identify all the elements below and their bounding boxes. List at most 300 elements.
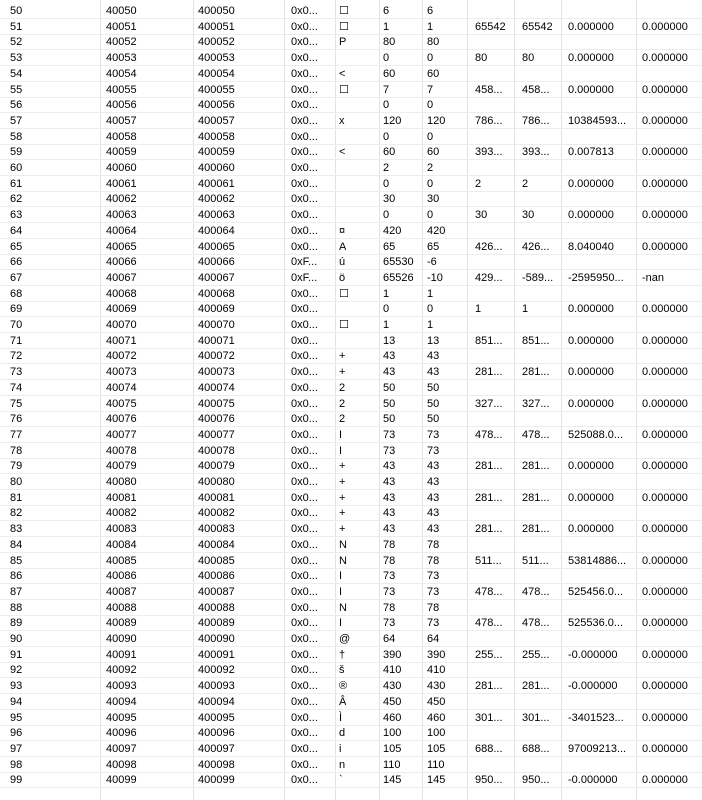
cell-s32: 281... xyxy=(522,491,550,504)
cell-hex: 0x0... xyxy=(291,460,318,473)
table-row[interactable] xyxy=(0,176,702,192)
cell-signed: 410 xyxy=(427,664,446,677)
cell-address: 40080 xyxy=(106,476,137,488)
cell-signed: 0 xyxy=(427,52,434,65)
table-row[interactable] xyxy=(0,396,702,412)
cell-float: 0.000000 xyxy=(568,177,614,190)
cell-float: -0.000000 xyxy=(568,774,618,787)
cell-char: + xyxy=(339,366,346,379)
cell-u32: 281... xyxy=(475,680,503,693)
cell-unsigned: 73 xyxy=(383,444,396,457)
cell-addr_full: 400096 xyxy=(198,727,235,740)
cell-address: 40068 xyxy=(106,287,137,300)
cell-row: 88 xyxy=(10,601,23,614)
table-row[interactable] xyxy=(0,647,702,663)
table-row[interactable] xyxy=(0,521,702,537)
table-row[interactable] xyxy=(0,34,702,50)
table-row[interactable] xyxy=(0,191,702,207)
cell-signed: 50 xyxy=(427,397,440,410)
table-row[interactable] xyxy=(0,286,702,302)
cell-signed: 80 xyxy=(427,36,440,49)
cell-row: 58 xyxy=(10,130,23,143)
cell-char: 2 xyxy=(339,381,346,394)
table-row[interactable] xyxy=(0,144,702,160)
cell-s32: 786... xyxy=(522,114,550,127)
table-row[interactable] xyxy=(0,411,702,427)
cell-row: 68 xyxy=(10,287,23,300)
cell-float: 0.000000 xyxy=(568,491,614,504)
table-row[interactable] xyxy=(0,757,702,773)
cell-row: 91 xyxy=(10,648,23,661)
cell-row: 75 xyxy=(10,397,23,410)
table-row[interactable] xyxy=(0,333,702,349)
cell-hex: 0x0... xyxy=(291,476,318,488)
cell-hex: 0x0... xyxy=(291,177,318,190)
cell-hex: 0x0... xyxy=(291,287,318,300)
cell-addr_full: 400099 xyxy=(198,774,235,787)
cell-hex: 0x0... xyxy=(291,240,318,253)
cell-address: 40054 xyxy=(106,67,137,80)
cell-char: ú xyxy=(339,256,346,269)
cell-hex: 0x0... xyxy=(291,538,318,551)
cell-address: 40084 xyxy=(106,538,137,551)
cell-signed: 0 xyxy=(427,209,434,222)
cell-float: -0.000000 xyxy=(568,680,618,693)
cell-u32: 255... xyxy=(475,648,503,661)
table-row[interactable] xyxy=(0,443,702,459)
cell-address: 40077 xyxy=(106,428,137,441)
cell-unsigned: 80 xyxy=(383,36,396,49)
cell-row: 96 xyxy=(10,727,23,740)
cell-row: 53 xyxy=(10,52,23,65)
cell-address: 40059 xyxy=(106,146,137,159)
cell-row: 55 xyxy=(10,83,23,96)
cell-hex: 0x0... xyxy=(291,774,318,787)
cell-s32: 511... xyxy=(522,554,549,567)
cell-float: 0.000000 xyxy=(568,20,614,33)
table-row[interactable] xyxy=(0,301,702,317)
cell-unsigned: 0 xyxy=(383,52,390,65)
cell-hex: 0x0... xyxy=(291,83,318,96)
table-row[interactable] xyxy=(0,631,702,647)
table-row[interactable] xyxy=(0,772,702,788)
cell-double: 0.000000 xyxy=(642,397,688,410)
table-row[interactable] xyxy=(0,223,702,239)
cell-signed: 43 xyxy=(427,350,440,363)
cell-addr_full: 400094 xyxy=(198,695,235,708)
cell-char: + xyxy=(339,523,346,536)
cell-s32: 950... xyxy=(522,774,550,787)
cell-float: 0.000000 xyxy=(568,209,614,222)
cell-signed: 64 xyxy=(427,633,440,645)
cell-address: 40065 xyxy=(106,240,137,253)
cell-unsigned: 43 xyxy=(383,491,396,504)
cell-signed: 1 xyxy=(427,319,434,331)
cell-unsigned: 65 xyxy=(383,240,396,253)
cell-float: 525536.0... xyxy=(568,617,624,630)
cell-u32: 281... xyxy=(475,460,503,473)
cell-row: 79 xyxy=(10,460,23,473)
cell-addr_full: 400080 xyxy=(198,476,235,488)
cell-float: -2595950... xyxy=(568,271,624,284)
cell-u32: 65542 xyxy=(475,20,506,33)
table-row[interactable] xyxy=(0,364,702,380)
cell-signed: -10 xyxy=(427,271,443,284)
cell-addr_full: 400069 xyxy=(198,303,235,316)
cell-address: 40096 xyxy=(106,727,137,740)
cell-addr_full: 400054 xyxy=(198,67,235,80)
cell-u32: 511... xyxy=(475,554,502,567)
cell-char: ¤ xyxy=(339,224,346,237)
cell-row: 85 xyxy=(10,554,23,567)
cell-hex: 0x0... xyxy=(291,413,318,426)
cell-row: 60 xyxy=(10,162,23,174)
cell-address: 40070 xyxy=(106,319,137,331)
cell-hex: 0x0... xyxy=(291,695,318,708)
cell-row: 87 xyxy=(10,585,23,598)
cell-unsigned: 120 xyxy=(383,114,402,127)
cell-u32: 458... xyxy=(475,83,503,96)
table-row[interactable] xyxy=(0,568,702,584)
cell-char: + xyxy=(339,460,346,473)
cell-hex: 0x0... xyxy=(291,303,318,316)
table-row[interactable] xyxy=(0,615,702,631)
cell-row: 70 xyxy=(10,319,23,331)
cell-hex: 0x0... xyxy=(291,5,318,17)
cell-s32: 255... xyxy=(522,648,550,661)
cell-signed: 100 xyxy=(427,727,446,740)
cell-signed: 60 xyxy=(427,67,440,80)
cell-signed: 110 xyxy=(427,758,445,771)
cell-unsigned: 43 xyxy=(383,460,396,473)
table-row[interactable] xyxy=(0,380,702,396)
cell-address: 40069 xyxy=(106,303,137,316)
cell-char: I xyxy=(339,585,343,598)
cell-signed: 78 xyxy=(427,554,440,567)
table-row[interactable] xyxy=(0,427,702,443)
cell-u32: 2 xyxy=(475,177,482,190)
table-row[interactable] xyxy=(0,66,702,82)
cell-row: 82 xyxy=(10,507,23,520)
cell-char: 2 xyxy=(339,413,346,426)
table-row[interactable] xyxy=(0,725,702,741)
cell-s32: 393... xyxy=(522,146,550,159)
cell-address: 40061 xyxy=(106,177,137,190)
cell-double: 0.000000 xyxy=(642,209,688,222)
cell-address: 40055 xyxy=(106,83,137,96)
cell-address: 40067 xyxy=(106,271,137,284)
cell-signed: 6 xyxy=(427,5,434,17)
table-row[interactable] xyxy=(0,207,702,223)
cell-signed: 0 xyxy=(427,177,434,190)
cell-addr_full: 400076 xyxy=(198,413,235,426)
cell-row: 94 xyxy=(10,695,23,708)
cell-row: 74 xyxy=(10,381,23,394)
cell-row: 50 xyxy=(10,5,23,17)
cell-char: N xyxy=(339,601,347,614)
cell-hex: 0x0... xyxy=(291,146,318,159)
cell-signed: 120 xyxy=(427,114,446,127)
cell-row: 62 xyxy=(10,193,23,206)
cell-addr_full: 400092 xyxy=(198,664,235,677)
cell-addr_full: 400077 xyxy=(198,428,235,441)
cell-unsigned: 13 xyxy=(383,334,396,347)
cell-hex: 0x0... xyxy=(291,727,318,740)
cell-hex: 0x0... xyxy=(291,397,318,410)
cell-unsigned: 78 xyxy=(383,601,396,614)
cell-addr_full: 400075 xyxy=(198,397,235,410)
table-row[interactable] xyxy=(0,19,702,35)
cell-unsigned: 1 xyxy=(383,287,390,300)
cell-unsigned: 64 xyxy=(383,633,396,645)
cell-u32: 786... xyxy=(475,114,503,127)
cell-float: 8.040040 xyxy=(568,240,614,253)
cell-char: ☐ xyxy=(339,319,349,331)
cell-unsigned: 105 xyxy=(383,742,402,755)
cell-address: 40086 xyxy=(106,570,137,583)
cell-signed: 13 xyxy=(427,334,440,347)
cell-row: 86 xyxy=(10,570,23,583)
table-row[interactable] xyxy=(0,505,702,521)
cell-address: 40071 xyxy=(106,334,137,347)
cell-signed: 73 xyxy=(427,585,440,598)
table-row[interactable] xyxy=(0,474,702,490)
cell-row: 56 xyxy=(10,99,23,112)
table-row[interactable] xyxy=(0,600,702,616)
cell-u32: 478... xyxy=(475,617,503,630)
cell-signed: 65 xyxy=(427,240,440,253)
cell-addr_full: 400061 xyxy=(198,177,235,190)
cell-s32: 327... xyxy=(522,397,550,410)
table-row[interactable] xyxy=(0,662,702,678)
cell-char: ö xyxy=(339,271,346,284)
cell-char: ☐ xyxy=(339,20,349,33)
cell-signed: 0 xyxy=(427,303,434,316)
cell-row: 80 xyxy=(10,476,23,488)
cell-u32: 301... xyxy=(475,711,503,724)
cell-unsigned: 0 xyxy=(383,303,390,316)
cell-addr_full: 400050 xyxy=(198,5,235,17)
table-row[interactable] xyxy=(0,553,702,569)
cell-row: 97 xyxy=(10,742,23,755)
cell-row: 77 xyxy=(10,428,23,441)
cell-address: 40056 xyxy=(106,99,137,112)
cell-u32: 80 xyxy=(475,52,488,65)
cell-unsigned: 43 xyxy=(383,366,396,379)
table-row[interactable] xyxy=(0,490,702,506)
cell-row: 61 xyxy=(10,177,23,190)
cell-float: 53814886... xyxy=(568,554,627,567)
cell-row: 84 xyxy=(10,538,23,551)
cell-address: 40076 xyxy=(106,413,137,426)
cell-hex: 0x0... xyxy=(291,334,318,347)
cell-unsigned: 420 xyxy=(383,224,402,237)
cell-address: 40066 xyxy=(106,256,137,269)
table-row[interactable] xyxy=(0,3,702,19)
cell-row: 90 xyxy=(10,633,23,645)
cell-char: N xyxy=(339,554,347,567)
cell-hex: 0x0... xyxy=(291,680,318,693)
cell-hex: 0x0... xyxy=(291,648,318,661)
cell-double: 0.000000 xyxy=(642,334,688,347)
cell-address: 40094 xyxy=(106,695,137,708)
table-row[interactable] xyxy=(0,710,702,726)
cell-double: 0.000000 xyxy=(642,491,688,504)
cell-hex: 0x0... xyxy=(291,617,318,630)
cell-signed: 0 xyxy=(427,130,434,143)
cell-signed: 430 xyxy=(427,680,446,693)
cell-signed: 30 xyxy=(427,193,440,206)
cell-double: 0.000000 xyxy=(642,177,688,190)
cell-addr_full: 400093 xyxy=(198,680,235,693)
cell-float: 0.000000 xyxy=(568,303,614,316)
cell-double: 0.000000 xyxy=(642,146,688,159)
cell-char: I xyxy=(339,428,343,441)
cell-u32: 478... xyxy=(475,585,503,598)
table-row[interactable] xyxy=(0,97,702,113)
cell-s32: 281... xyxy=(522,460,550,473)
cell-char: i xyxy=(339,742,342,755)
cell-hex: 0x0... xyxy=(291,20,318,33)
cell-char: š xyxy=(339,664,345,677)
cell-addr_full: 400089 xyxy=(198,617,235,630)
cell-signed: 78 xyxy=(427,538,440,551)
table-row[interactable] xyxy=(0,317,702,333)
cell-addr_full: 400059 xyxy=(198,146,235,159)
table-row[interactable] xyxy=(0,160,702,176)
table-row[interactable] xyxy=(0,458,702,474)
cell-addr_full: 400053 xyxy=(198,52,235,65)
cell-signed: 43 xyxy=(427,491,440,504)
cell-hex: 0xF... xyxy=(291,271,318,284)
cell-address: 40083 xyxy=(106,523,137,536)
cell-char: n xyxy=(339,758,346,771)
cell-double: 0.000000 xyxy=(642,303,688,316)
cell-unsigned: 145 xyxy=(383,774,402,787)
cell-signed: 60 xyxy=(427,146,440,159)
table-row[interactable] xyxy=(0,584,702,600)
cell-unsigned: 43 xyxy=(383,476,396,488)
cell-hex: 0x0... xyxy=(291,99,318,112)
cell-unsigned: 65530 xyxy=(383,256,414,269)
cell-char: Ì xyxy=(339,711,343,724)
cell-addr_full: 400095 xyxy=(198,711,235,724)
cell-double: 0.000000 xyxy=(642,460,688,473)
cell-row: 95 xyxy=(10,711,23,724)
table-row[interactable] xyxy=(0,113,702,129)
cell-addr_full: 400067 xyxy=(198,271,235,284)
cell-float: -0.000000 xyxy=(568,648,618,661)
cell-addr_full: 400079 xyxy=(198,460,235,473)
cell-signed: 460 xyxy=(427,711,446,724)
cell-hex: 0x0... xyxy=(291,507,318,520)
cell-u32: 851... xyxy=(475,334,503,347)
cell-signed: 390 xyxy=(427,648,446,661)
table-row[interactable] xyxy=(0,270,702,286)
cell-signed: 2 xyxy=(427,162,434,174)
cell-double: 0.000000 xyxy=(642,52,688,65)
cell-address: 40062 xyxy=(106,193,137,206)
table-row[interactable] xyxy=(0,129,702,145)
cell-addr_full: 400071 xyxy=(198,334,235,347)
cell-u32: 281... xyxy=(475,523,503,536)
cell-signed: 43 xyxy=(427,523,440,536)
cell-addr_full: 400058 xyxy=(198,130,235,143)
cell-float: 0.000000 xyxy=(568,460,614,473)
cell-addr_full: 400083 xyxy=(198,523,235,536)
table-row[interactable] xyxy=(0,537,702,553)
cell-float: 0.000000 xyxy=(568,83,614,96)
cell-float: 0.000000 xyxy=(568,334,614,347)
cell-addr_full: 400082 xyxy=(198,507,235,520)
cell-s32: 478... xyxy=(522,617,550,630)
cell-row: 67 xyxy=(10,271,23,284)
cell-hex: 0x0... xyxy=(291,633,318,645)
table-row[interactable] xyxy=(0,82,702,98)
cell-unsigned: 460 xyxy=(383,711,402,724)
cell-addr_full: 400090 xyxy=(198,633,235,645)
cell-row: 54 xyxy=(10,67,23,80)
cell-hex: 0x0... xyxy=(291,319,318,331)
table-row[interactable] xyxy=(0,348,702,364)
cell-double: 0.000000 xyxy=(642,585,688,598)
cell-double: -nan xyxy=(642,271,665,284)
cell-hex: 0x0... xyxy=(291,523,318,536)
cell-float: 0.000000 xyxy=(568,366,614,379)
cell-addr_full: 400081 xyxy=(198,491,235,504)
cell-unsigned: 100 xyxy=(383,727,402,740)
cell-addr_full: 400060 xyxy=(198,162,235,174)
table-row[interactable] xyxy=(0,50,702,66)
table-row[interactable] xyxy=(0,694,702,710)
cell-row: 69 xyxy=(10,303,23,316)
cell-char: + xyxy=(339,507,346,520)
cell-double: 0.000000 xyxy=(642,240,688,253)
cell-address: 40091 xyxy=(106,648,137,661)
table-row[interactable] xyxy=(0,741,702,757)
cell-signed: 50 xyxy=(427,381,440,394)
cell-u32: 393... xyxy=(475,146,503,159)
cell-row: 78 xyxy=(10,444,23,457)
cell-u32: 429... xyxy=(475,271,503,284)
cell-char: ® xyxy=(339,680,348,693)
cell-unsigned: 78 xyxy=(383,554,396,567)
cell-addr_full: 400097 xyxy=(198,742,235,755)
cell-float: 0.000000 xyxy=(568,523,614,536)
table-row[interactable] xyxy=(0,678,702,694)
cell-signed: 1 xyxy=(427,287,434,300)
cell-double: 0.000000 xyxy=(642,366,688,379)
cell-double: 0.000000 xyxy=(642,680,688,693)
cell-signed: 43 xyxy=(427,476,440,488)
cell-row: 59 xyxy=(10,146,23,159)
cell-row: 52 xyxy=(10,36,23,49)
cell-addr_full: 400052 xyxy=(198,36,235,49)
cell-addr_full: 400098 xyxy=(198,758,235,771)
cell-unsigned: 60 xyxy=(383,67,396,80)
cell-addr_full: 400063 xyxy=(198,209,235,222)
cell-signed: 105 xyxy=(427,742,446,755)
table-row[interactable] xyxy=(0,254,702,270)
cell-addr_full: 400078 xyxy=(198,444,235,457)
table-row[interactable] xyxy=(0,239,702,255)
cell-addr_full: 400070 xyxy=(198,319,235,331)
cell-char: x xyxy=(339,114,345,127)
cell-signed: 145 xyxy=(427,774,446,787)
cell-address: 40075 xyxy=(106,397,137,410)
cell-addr_full: 400085 xyxy=(198,554,235,567)
cell-unsigned: 0 xyxy=(383,130,390,143)
